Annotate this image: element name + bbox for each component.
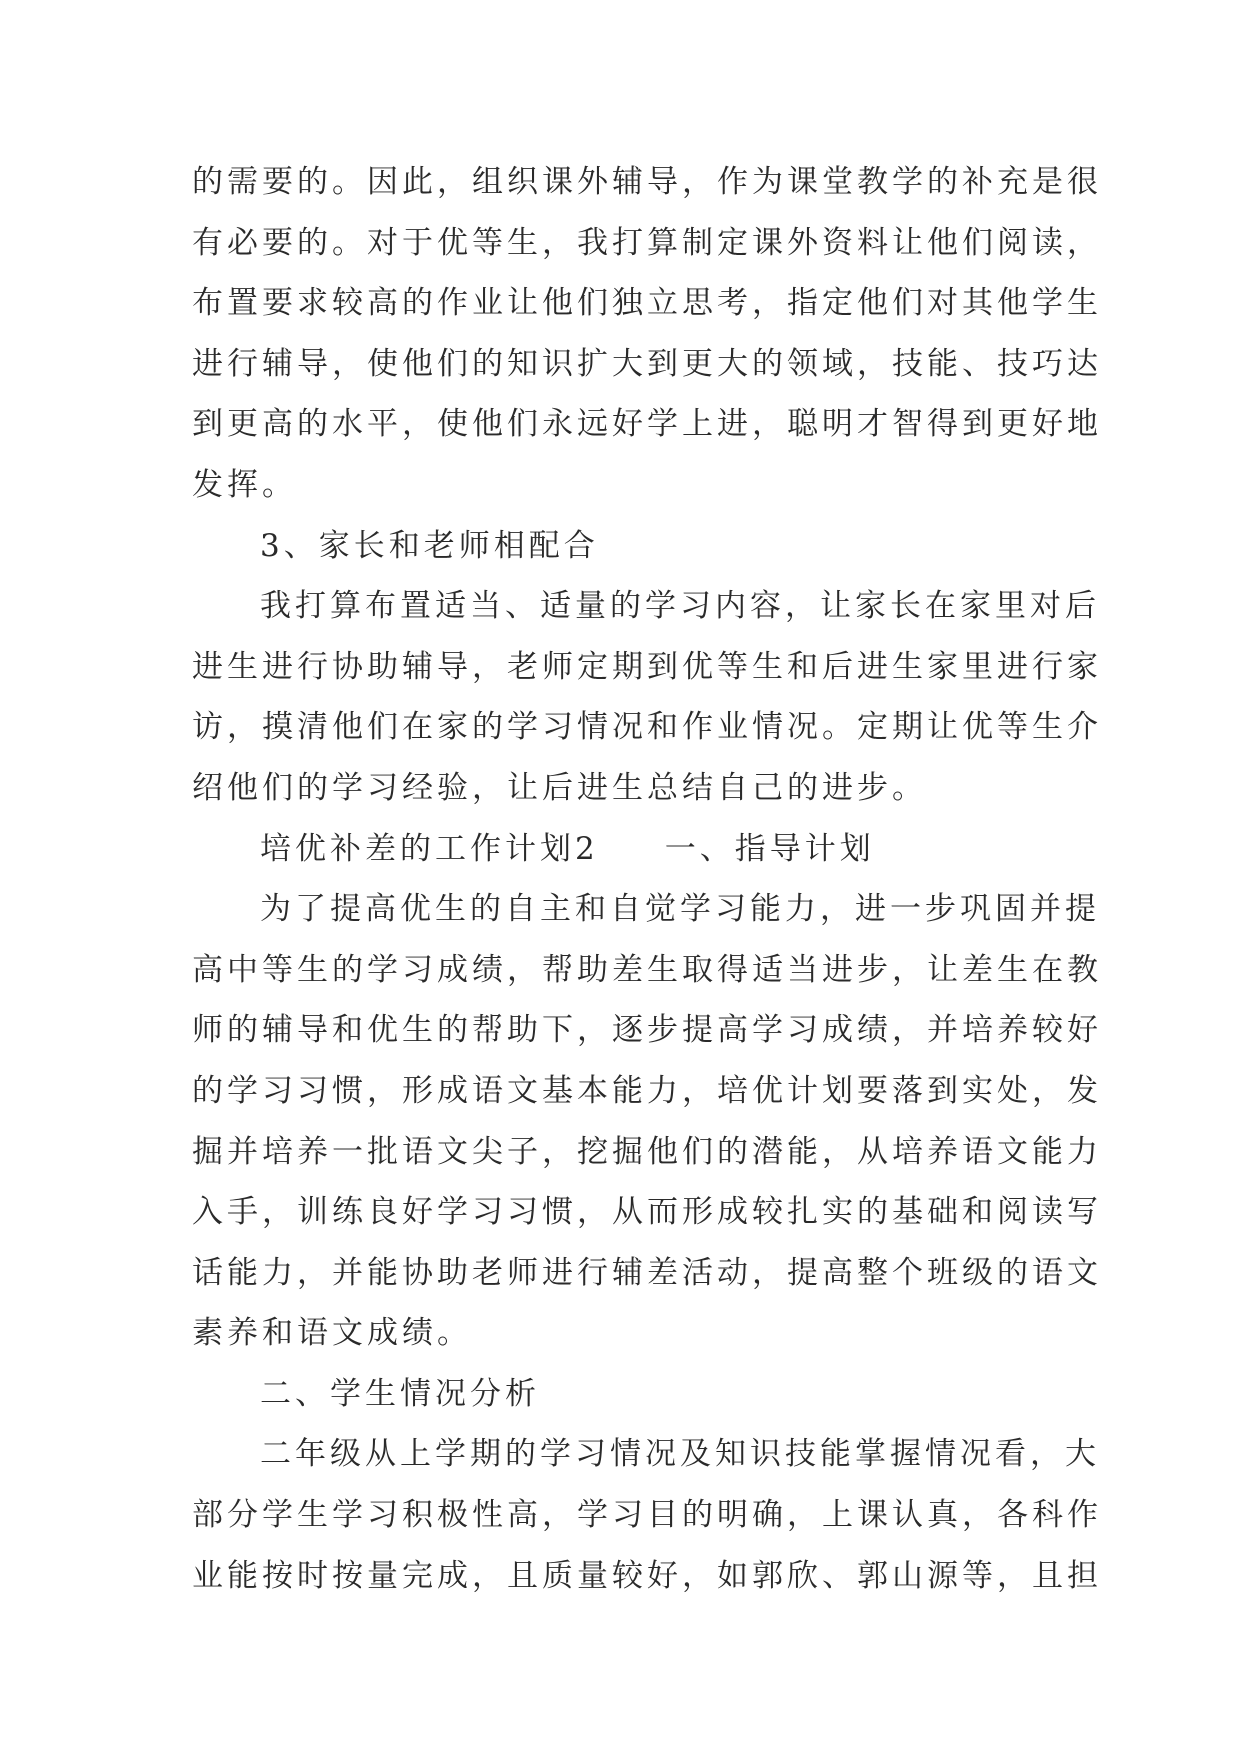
section-title-plan-2 bbox=[192, 819, 1052, 880]
text-line: 进生进行协助辅导，老师定期到优等生和后进生家里进行家 bbox=[192, 648, 1102, 685]
text-line: 3、家长和老师相配合 bbox=[260, 527, 599, 564]
text-line: 到更高的水平，使他们永远好学上进，聪明才智得到更好地 bbox=[192, 406, 1102, 443]
section-heading-student-analysis bbox=[192, 1364, 1052, 1425]
text-line: 高中等生的学习成绩，帮助差生取得适当进步，让差生在教 bbox=[192, 951, 1102, 988]
text-line: 有必要的。对于优等生，我打算制定课外资料让他们阅读， bbox=[192, 224, 1102, 261]
subheading-parents-teachers bbox=[192, 516, 1052, 577]
text-line: 素养和语文成绩。 bbox=[192, 1315, 472, 1352]
text-line: 的学习习惯，形成语文基本能力，培优计划要落到实处，发 bbox=[192, 1072, 1102, 1109]
text-line: 的需要的。因此，组织课外辅导，作为课堂教学的补充是很 bbox=[192, 164, 1102, 200]
document-body bbox=[192, 152, 1102, 1606]
text-line: 话能力，并能协助老师进行辅差活动，提高整个班级的语文 bbox=[192, 1254, 1102, 1291]
text-line: 师的辅导和优生的帮助下，逐步提高学习成绩，并培养较好 bbox=[192, 1012, 1102, 1049]
text-line: 发挥。 bbox=[192, 466, 297, 503]
text-line: 为了提高优生的自主和自觉学习能力，进一步巩固并提 bbox=[260, 891, 1100, 928]
paragraph-student-analysis bbox=[192, 1424, 1102, 1606]
text-line: 进行辅导，使他们的知识扩大到更大的领域，技能、技巧达 bbox=[192, 345, 1102, 382]
text-line bbox=[192, 819, 1052, 880]
text-line: 入手，训练良好学习习惯，从而形成较扎实的基础和阅读写 bbox=[192, 1194, 1102, 1231]
paragraph-tutoring-continuation bbox=[192, 152, 1102, 516]
text-line: 我打算布置适当、适量的学习内容，让家长在家里对后 bbox=[260, 588, 1100, 625]
text-line: 部分学生学习积极性高，学习目的明确，上课认真，各科作 bbox=[192, 1497, 1102, 1534]
text-line: 二年级从上学期的学习情况及知识技能掌握情况看，大 bbox=[260, 1436, 1100, 1473]
text-line: 二、学生情况分析 bbox=[260, 1375, 540, 1412]
text-line: 掘并培养一批语文尖子，挖掘他们的潜能，从培养语文能力 bbox=[192, 1133, 1102, 1170]
text-line: 访，摸清他们在家的学习情况和作业情况。定期让优等生介 bbox=[192, 709, 1102, 746]
text-line: 绍他们的学习经验，让后进生总结自己的进步。 bbox=[192, 769, 927, 806]
paragraph-parents-teachers bbox=[192, 576, 1102, 818]
plan-title: 培优补差的工作计划2 bbox=[260, 830, 599, 867]
section-heading-guidance-plan: 一、指导计划 bbox=[664, 830, 875, 867]
paragraph-guidance-plan bbox=[192, 879, 1102, 1364]
text-line: 业能按时按量完成，且质量较好，如郭欣、郭山源等，且担 bbox=[192, 1557, 1102, 1594]
text-line: 布置要求较高的作业让他们独立思考，指定他们对其他学生 bbox=[192, 285, 1102, 322]
